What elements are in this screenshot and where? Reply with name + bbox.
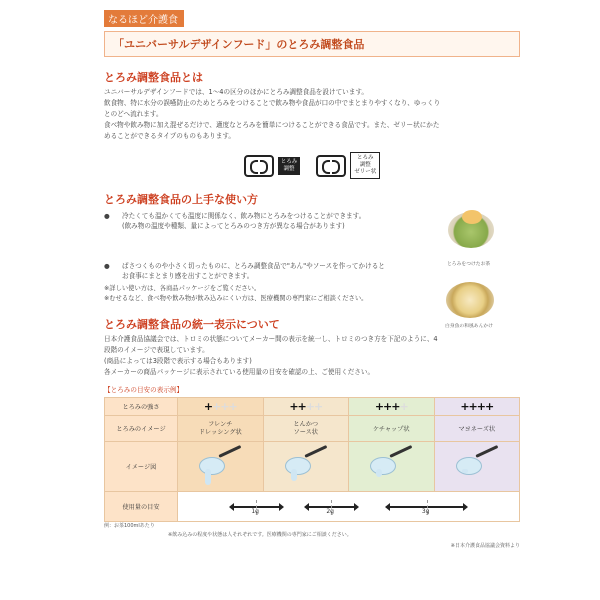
table-label: 【とろみの目安の表示例】 [104,386,184,394]
amount-arrows [178,497,519,517]
section1-line: めることができるタイプのものもあります。 [104,132,236,140]
table-footnote: 例：お茶100mlあたり [104,523,155,529]
udf-mark-icon [316,155,346,177]
row-label: とろみのイメージ [105,416,178,442]
image-label-cell: とんかつ ソース状 [263,416,349,442]
section3-heading: とろみ調整食品の統一表示について [104,318,280,331]
photo-caption: とろみをつけたお茶 [447,262,491,267]
spoon-drip-icon [366,449,416,483]
image-diagram-cell [349,442,435,492]
plus-indicator: ++++ [289,400,323,413]
source-text: ※日本介護食品協議会資料より [450,543,520,549]
tea-spoon-graphic [462,210,482,224]
row-label: とろみの強さ [105,398,178,416]
section1-heading: とろみ調整食品とは [104,71,203,84]
usage-note: ※むせるなど、食べ物や飲み物が飲み込みにくい方は、医療機関の専門家にご相談ください。 [104,295,368,302]
bullet-line: ぱさつくものや小さく切ったものに、とろみ調整食品で"あん"やソースを作ってかけると [122,262,385,270]
plus-indicator: ++++ [460,400,494,413]
photo-caption: 白身魚の和風あんかけ [445,324,493,329]
image-label-cell: マヨネーズ状 [434,416,520,442]
notice-text: ※飲み込みの程度や状態は人それぞれです。医療機関の専門家にご相談ください。 [168,532,352,538]
section1-line: とのどへ流れます。 [104,110,163,118]
document-page [104,8,520,549]
image-diagram-cell [434,442,520,492]
row-label: 使用量の目安 [105,492,178,522]
bullet-dot: ● [104,262,110,270]
section1-line: 食べ物や飲み物に加え混ぜるだけで、適度なとろみを簡単につけることができる食品です。また、ゼリー状にかた [104,121,440,129]
section1-line: 飲食物、特に水分の誤嚥防止のためとろみをつけることで飲み物や食品が口の中でまとまりやすくなり、ゆっくり [104,99,441,107]
image-label-cell: ケチャップ状 [349,416,435,442]
bullet-dot: ● [104,212,110,220]
page-tag: なるほど介護食 [104,10,184,27]
strength-cell-3 [349,398,435,416]
image-diagram-cell [178,442,264,492]
row-label: イメージ図 [105,442,178,492]
strength-cell-2 [263,398,349,416]
udf-logo-thickener [244,152,301,179]
udf-logos [104,152,520,179]
bullet-line: お食事にまとまり感を出すことができます。 [122,272,254,280]
udf-logo-jelly [316,152,380,179]
plus-indicator: ++++ [203,400,237,413]
fish-photo [446,282,494,318]
section3-line: (商品によっては3段階で表示する場合もあります) [104,357,252,365]
thickness-table [104,397,520,522]
logo-badge: とろみ 調整 [278,157,301,175]
spoon-drip-icon [452,449,502,483]
section3-line: 日本介護食品協議会では、トロミの状態についてメーカー間の表示を統一し、トロミのつき方を下記のように、4 [104,335,438,343]
bullet-line: 冷たくても温かくても温度に関係なく、飲み物にとろみをつけることができます。 [122,212,366,220]
amount-label: 1g [251,507,259,515]
amount-label: 2g [326,507,334,515]
section2-heading: とろみ調整食品の上手な使い方 [104,193,258,206]
image-diagram-cell [263,442,349,492]
amount-scale [178,492,520,522]
bullet-line: (飲み物の温度や種類、量によってとろみのつき方が異なる場合があります) [122,222,345,230]
usage-note: ※詳しい使い方は、各商品パッケージをご覧ください。 [104,285,261,292]
plus-indicator: ++++ [374,400,408,413]
page-title-box: 「ユニバーサルデザインフード」のとろみ調整食品 [104,31,520,57]
spoon-drip-icon [195,449,245,483]
section3-line: 各メーカーの商品パッケージに表示されている使用量の目安を確認の上、ご使用ください。 [104,368,375,376]
section1-line: ユニバーサルデザインフードでは、1〜4の区分のほかにとろみ調整食品を設けています。 [104,88,369,96]
image-label-cell: フレンチ ドレッシング状 [178,416,264,442]
logo-badge: とろみ 調整 ゼリー状 [350,152,380,179]
spoon-drip-icon [281,449,331,483]
strength-cell-4 [434,398,520,416]
amount-label: 3g [421,507,430,515]
udf-mark-icon [244,155,274,177]
strength-cell-1 [178,398,264,416]
section3-line: 段階のイメージで表現しています。 [104,346,209,354]
